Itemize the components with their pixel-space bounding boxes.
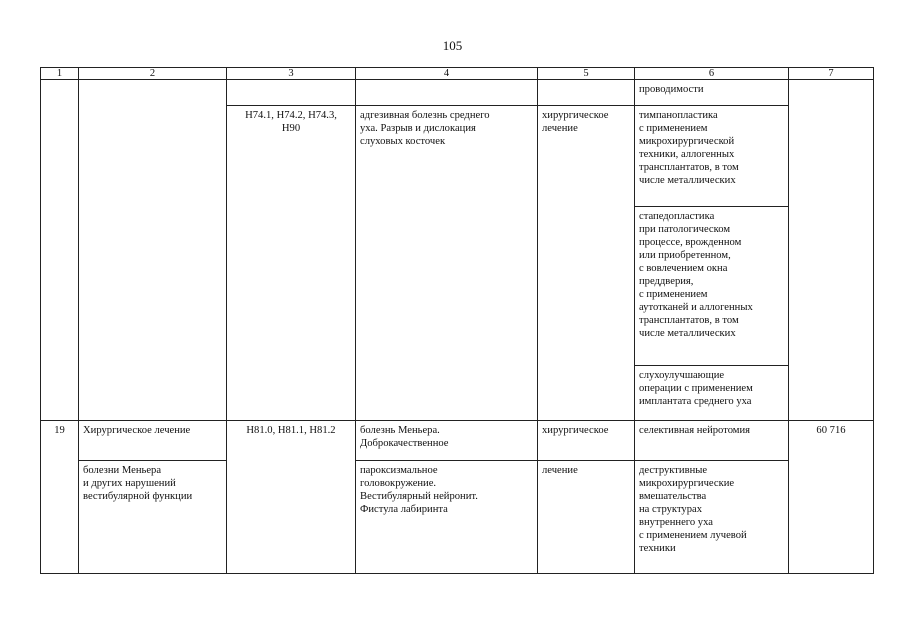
cell-disease-empty bbox=[356, 80, 538, 106]
cell-row-number: 19 bbox=[41, 421, 79, 574]
cell-treatment-bottom: лечение bbox=[538, 461, 635, 574]
cell-treatment-empty bbox=[538, 80, 635, 106]
col-header-4: 4 bbox=[356, 68, 538, 80]
cell-treatment-type: хирургическое лечение bbox=[538, 106, 635, 421]
cell-row-title: Хирургическое лечение bbox=[79, 421, 227, 461]
cell-disease: адгезивная болезнь среднего уха. Разрыв и дислокация слуховых косточек bbox=[356, 106, 538, 421]
cell-treatment-top: хирургическое bbox=[538, 421, 635, 461]
col-header-7: 7 bbox=[789, 68, 874, 80]
cell-icd-codes: H74.1, H74.2, H74.3, H90 bbox=[227, 106, 356, 421]
cell-method-continuation: проводимости bbox=[635, 80, 789, 106]
column-number-row bbox=[41, 68, 874, 80]
cell-num-empty bbox=[41, 80, 79, 421]
cell-method-tympanoplasty: тимпанопластика с применением микрохирургической техники, аллогенных трансплантатов, в том числе металлических bbox=[635, 106, 789, 207]
page-number: 105 bbox=[442, 38, 463, 53]
cell-icd-codes: H81.0, H81.1, H81.2 bbox=[227, 421, 356, 574]
cell-method-neurotomy: селективная нейротомия bbox=[635, 421, 789, 461]
cell-disease-top: болезнь Меньера. Доброкачественное bbox=[356, 421, 538, 461]
medical-care-table bbox=[40, 67, 874, 574]
cell-title-empty bbox=[79, 80, 227, 421]
cell-method-hearing-implant: слухоулучшающие операции с применением имплантата среднего уха bbox=[635, 366, 789, 421]
cell-codes-empty bbox=[227, 80, 356, 106]
cell-cost: 60 716 bbox=[789, 421, 874, 574]
table-row bbox=[41, 461, 874, 574]
col-header-3: 3 bbox=[227, 68, 356, 80]
cell-row-subtitle: болезни Меньера и других нарушений вестибулярной функции bbox=[79, 461, 227, 574]
col-header-1: 1 bbox=[41, 68, 79, 80]
col-header-2: 2 bbox=[79, 68, 227, 80]
table-row bbox=[41, 421, 874, 461]
col-header-6: 6 bbox=[635, 68, 789, 80]
table-row bbox=[41, 80, 874, 106]
cell-disease-bottom: пароксизмальное головокружение. Вестибулярный нейронит. Фистула лабиринта bbox=[356, 461, 538, 574]
col-header-5: 5 bbox=[538, 68, 635, 80]
cell-method-destructive: деструктивные микрохирургические вмешательства на структурах внутреннего уха с применением лучевой техники bbox=[635, 461, 789, 574]
cell-method-stapedoplasty: стапедопластика при патологическом процессе, врожденном или приобретенном, с вовлечением окна преддверия, с применением аутотканей и аллогенных трансплантатов, в том числе металлических bbox=[635, 207, 789, 366]
cell-cost-empty bbox=[789, 80, 874, 421]
